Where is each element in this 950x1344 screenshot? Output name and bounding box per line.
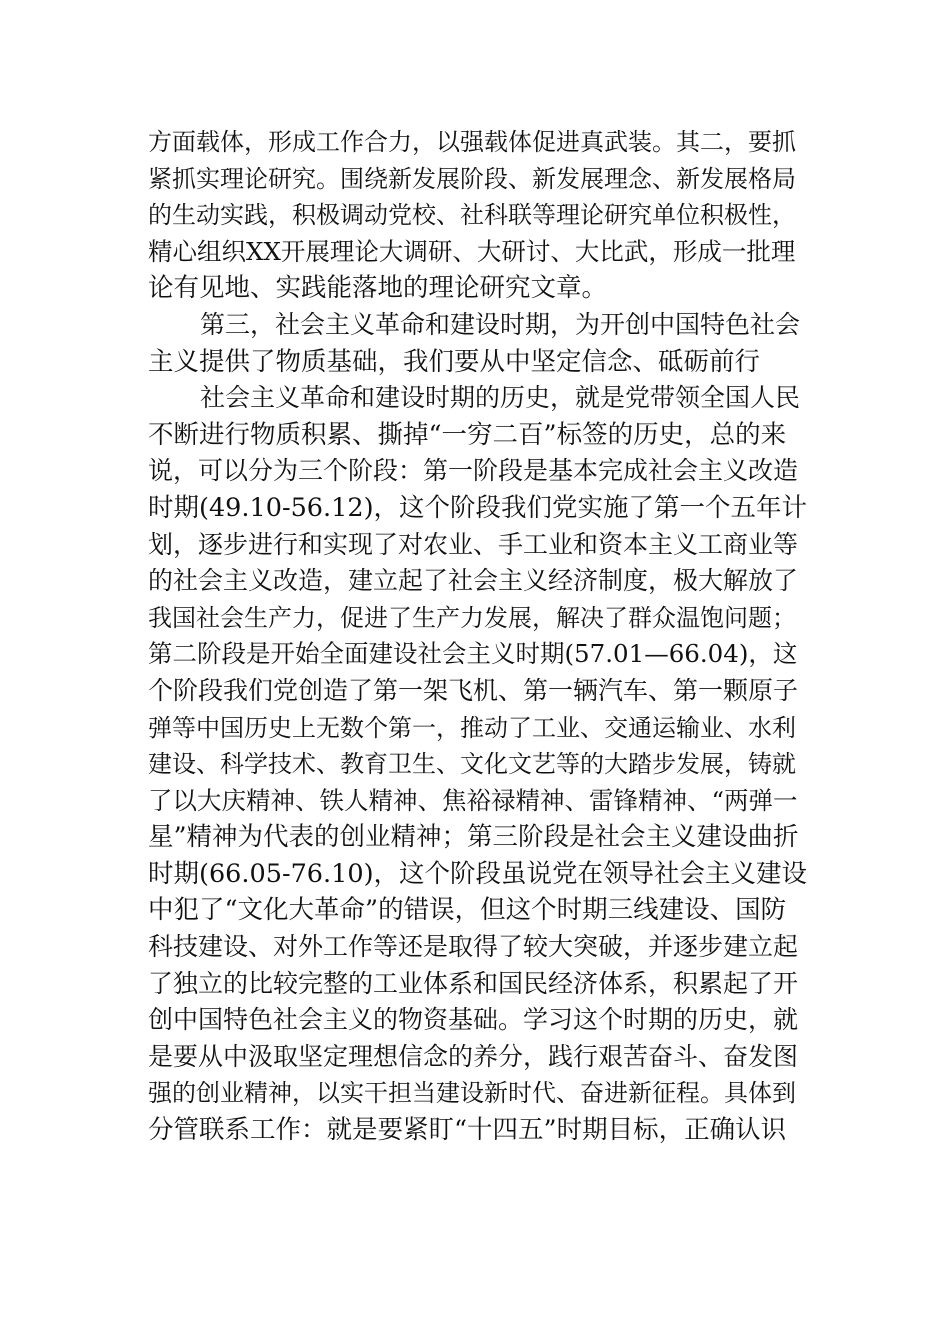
section-heading-line: 第三，社会主义革命和建设时期，为开创中国特色社会 (200, 309, 801, 339)
text-line: 第二阶段是开始全面建设社会主义时期(57.01—66.04)，这 (148, 639, 798, 669)
text-line: 时期(49.10-56.12)，这个阶段我们党实施了第一个五年计 (148, 492, 808, 523)
text-line: 创中国特色社会主义的物资基础。学习这个时期的历史，就 (148, 1005, 799, 1035)
text-line: 时期(66.05-76.10)，这个阶段虽说党在领导社会主义建设 (148, 858, 808, 889)
text-line: 论有见地、实践能落地的理论研究文章。 (148, 273, 608, 304)
text-line: 了独立的比较完整的工业体系和国民经济体系，积累起了开 (148, 968, 799, 998)
document-body (148, 124, 808, 1149)
text-line: 方面载体，形成工作合力，以强载体促进真武装。其二，要抓 (148, 128, 796, 156)
text-line: 科技建设、对外工作等还是取得了较大突破，并逐步建立起 (148, 932, 799, 962)
text-line: 分管联系工作：就是要紧盯“十四五”时期目标，正确认识 (148, 1115, 787, 1146)
text-line: 强的创业精神，以实干担当建设新时代、奋进新征程。具体到 (148, 1079, 796, 1108)
text-line: 社会主义革命和建设时期的历史，就是党带领全国人民 (200, 383, 801, 413)
text-line: 建设、科学技术、教育卫生、文化文艺等的大踏步发展，铸就 (148, 750, 796, 779)
text-line: 弹等中国历史上无数个第一，推动了工业、交通运输业、水利 (148, 713, 796, 742)
text-line: 我国社会生产力，促进了生产力发展，解决了群众温饱问题； (148, 603, 796, 632)
text-line: 说，可以分为三个阶段：第一阶段是基本完成社会主义改造 (148, 456, 799, 486)
text-line: 中犯了“文化大革命”的错误，但这个时期三线建设、国防 (148, 895, 787, 926)
text-line: 紧抓实理论研究。围绕新发展阶段、新发展理念、新发展格局 (148, 164, 796, 193)
text-line: 不断进行物质积累、撕掉“一穷二百”标签的历史，总的来 (148, 419, 787, 450)
text-line: 的生动实践，积极调动党校、社科联等理论研究单位积极性， (148, 201, 796, 230)
text-line: 精心组织XX开展理论大调研、大研讨、大比武，形成一批理 (148, 236, 796, 266)
text-line: 是要从中汲取坚定理想信念的养分，践行艰苦奋斗、奋发图 (148, 1041, 799, 1071)
text-line: 了以大庆精神、铁人精神、焦裕禄精神、雷锋精神、“两弹一 (148, 785, 798, 815)
text-line: 星”精神为代表的创业精神；第三阶段是社会主义建设曲折 (148, 822, 799, 853)
text-line: 划，逐步进行和实现了对农业、手工业和资本主义工商业等 (148, 529, 799, 559)
text-line: 个阶段我们党创造了第一架飞机、第一辆汽车、第一颗原子 (148, 675, 799, 705)
text-line: 的社会主义改造，建立起了社会主义经济制度，极大解放了 (148, 566, 799, 596)
section-heading-line: 主义提供了物质基础，我们要从中坚定信念、砥砺前行 (148, 346, 761, 377)
